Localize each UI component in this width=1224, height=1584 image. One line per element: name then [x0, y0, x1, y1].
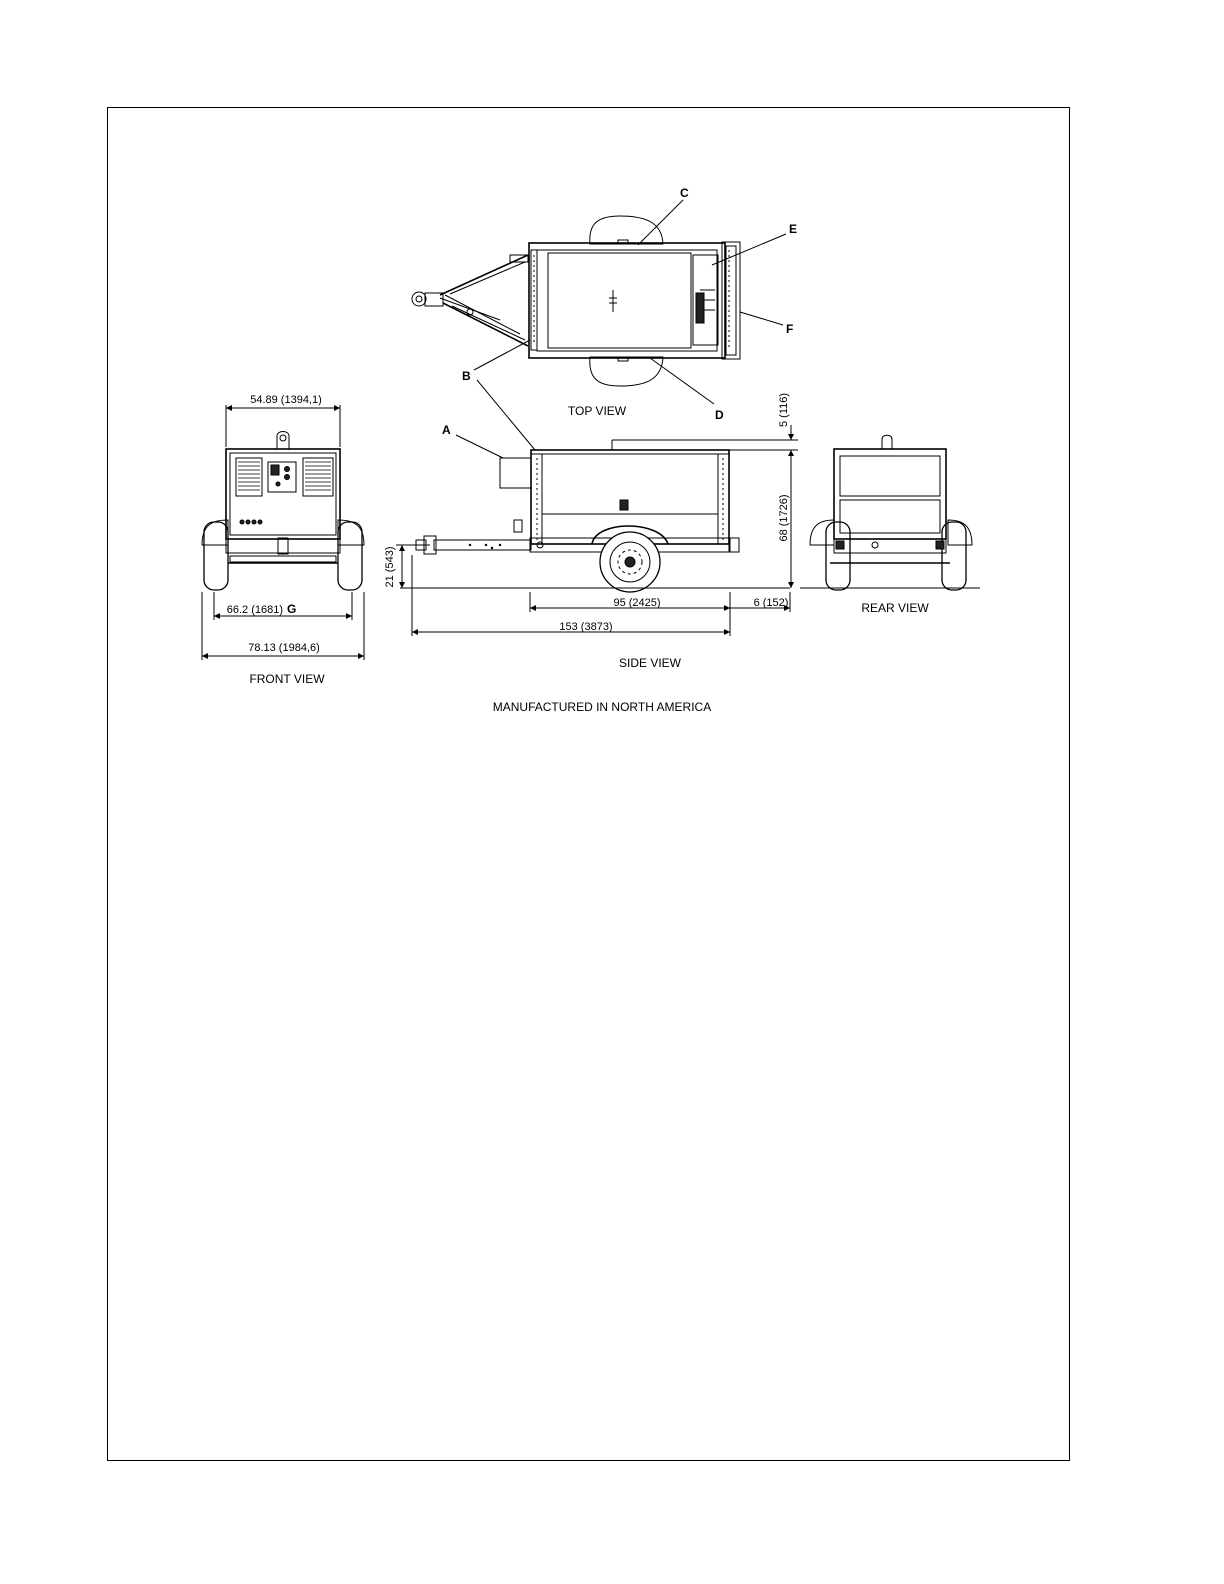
callout-d: D	[715, 408, 724, 422]
overall-width-dimension: 78.13 (1984,6)	[248, 642, 320, 654]
rear-view-drawing	[800, 435, 980, 590]
side-view-drawing	[400, 450, 790, 592]
hitch-height-dimension: 21 (543)	[384, 546, 396, 588]
callout-b: B	[462, 369, 471, 383]
overall-length-dimension: 153 (3873)	[559, 621, 613, 633]
callout-e: E	[789, 222, 798, 236]
callout-a: A	[442, 423, 451, 437]
front-width-top-dimension: 54.89 (1394,1)	[250, 394, 322, 406]
front-view-drawing	[202, 432, 364, 591]
manufactured-footer: MANUFACTURED IN NORTH AMERICA	[492, 700, 712, 714]
rear-view-label: REAR VIEW	[861, 601, 929, 615]
overall-height-dimension: 68 (1726)	[778, 494, 790, 542]
front-view-label: FRONT VIEW	[249, 672, 325, 686]
dimension-lines	[202, 405, 798, 660]
side-view-label: SIDE VIEW	[618, 656, 682, 670]
callout-g: G	[287, 602, 297, 616]
callout-f: F	[786, 322, 794, 336]
rear-overhang-dimension: 6 (152)	[753, 597, 789, 609]
top-view-label: TOP VIEW	[567, 404, 627, 418]
callout-c: C	[680, 186, 689, 200]
track-width-dimension: 66.2 (1681)	[226, 604, 283, 616]
body-length-dimension: 95 (2425)	[613, 597, 661, 609]
side-view-leaders	[456, 380, 535, 458]
top-offset-dimension: 5 (116)	[778, 392, 790, 428]
top-view-drawing	[412, 216, 740, 386]
top-view-leaders	[474, 200, 786, 404]
